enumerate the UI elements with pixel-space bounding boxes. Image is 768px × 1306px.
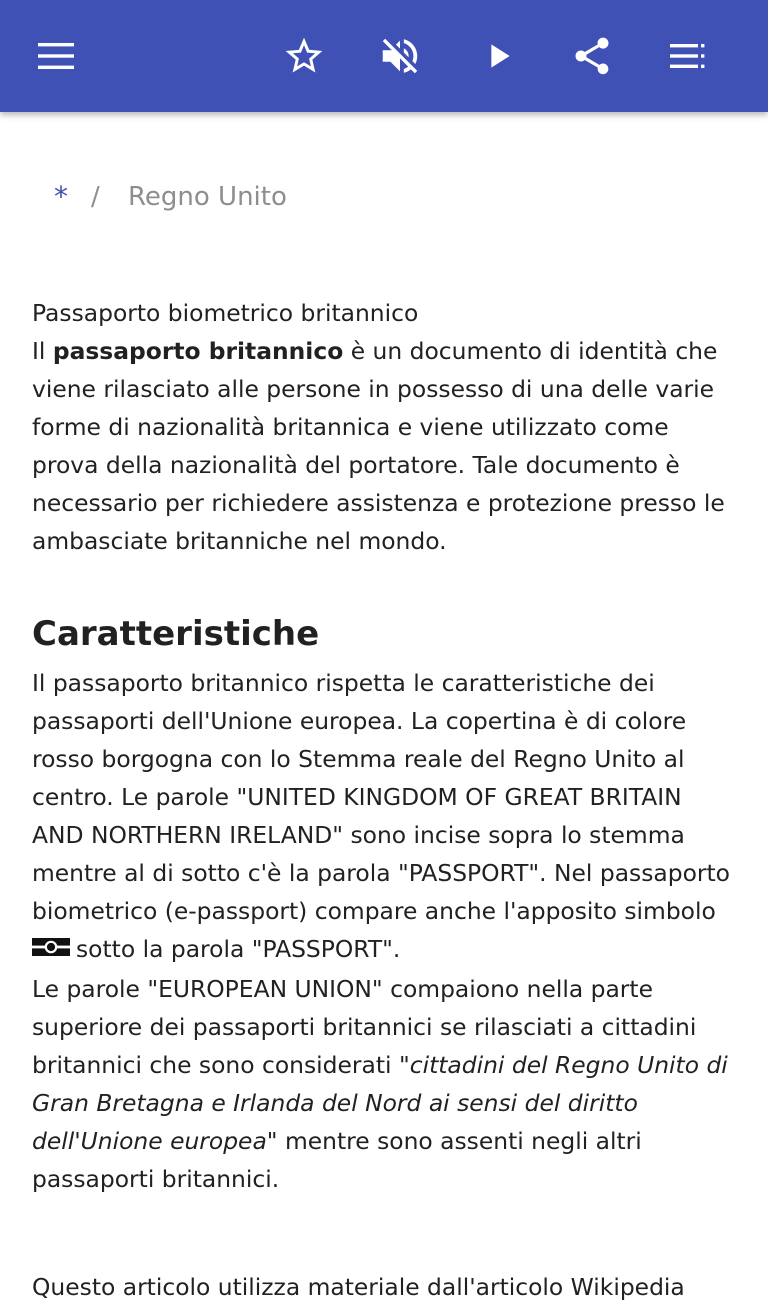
eu-text: Le parole "EUROPEAN UNION" compaiono nella parte superiore dei passaporti britannici se rilasciati a cittadini britannici che sono considerati bbox=[32, 974, 697, 1079]
contents-menu-button[interactable] bbox=[660, 28, 716, 84]
breadcrumb-current: Regno Unito bbox=[128, 182, 287, 212]
share-button[interactable] bbox=[564, 28, 620, 84]
european-union-paragraph bbox=[32, 970, 732, 1198]
features-text-after-symbol: sotto la parola "PASSPORT". bbox=[76, 935, 401, 963]
section-heading: Caratteristiche bbox=[32, 614, 320, 654]
hamburger-menu-icon bbox=[36, 42, 76, 70]
intro-paragraph bbox=[32, 332, 732, 560]
play-button[interactable] bbox=[470, 28, 526, 84]
breadcrumb-home-link[interactable]: * bbox=[54, 180, 68, 213]
play-icon bbox=[478, 36, 518, 76]
volume-off-icon bbox=[377, 33, 423, 79]
favorite-button[interactable] bbox=[276, 28, 332, 84]
biometric-passport-symbol-icon bbox=[32, 929, 70, 967]
intro-rest: è un documento di identità che viene rilasciato alle persone in possesso di una delle varie forme di nazionalità britannica e viene utilizzato come prova della nazionalità del portatore. Tale documento è necessario per richiedere assistenza e protezione presso le ambasciate britanniche nel mondo. bbox=[32, 337, 725, 555]
attribution-text: Questo articolo utilizza materiale dall'articolo Wikipedia bbox=[32, 1272, 685, 1301]
image-caption: Passaporto biometrico britannico bbox=[32, 299, 419, 327]
mute-button[interactable] bbox=[372, 28, 428, 84]
intro-bold-term: passaporto britannico bbox=[52, 337, 344, 365]
breadcrumb-separator: / bbox=[91, 182, 100, 212]
list-menu-icon bbox=[668, 42, 708, 70]
features-paragraph bbox=[32, 664, 732, 970]
app-bar bbox=[0, 0, 768, 112]
article-content bbox=[32, 294, 732, 1306]
hamburger-menu-button[interactable] bbox=[28, 28, 84, 84]
breadcrumb bbox=[0, 176, 768, 220]
features-text: Il passaporto britannico rispetta le caratteristiche dei passaporti dell'Unione europea. La copertina è di colore rosso borgogna con lo Stemma reale del Regno Unito al centro. Le parole "UNITED KINGDOM OF GREAT BRITAIN AND NORTHERN IRELAND" sono incise sopra lo stemma mentre al di sotto c'è la parola "PASSPORT". Nel passaporto biometrico (e-passport) compare anche l'apposito simbolo bbox=[32, 669, 730, 925]
star-outline-icon bbox=[282, 34, 326, 78]
eu-text-after-quote: mentre sono assenti negli altri passaporti britannici. bbox=[32, 1126, 642, 1193]
share-icon bbox=[570, 34, 614, 78]
eu-quote: "cittadini del Regno Unito di Gran Bretagna e Irlanda del Nord ai sensi del diritto dell'Unione europea" bbox=[32, 1050, 728, 1155]
intro-prefix: Il bbox=[32, 337, 53, 365]
